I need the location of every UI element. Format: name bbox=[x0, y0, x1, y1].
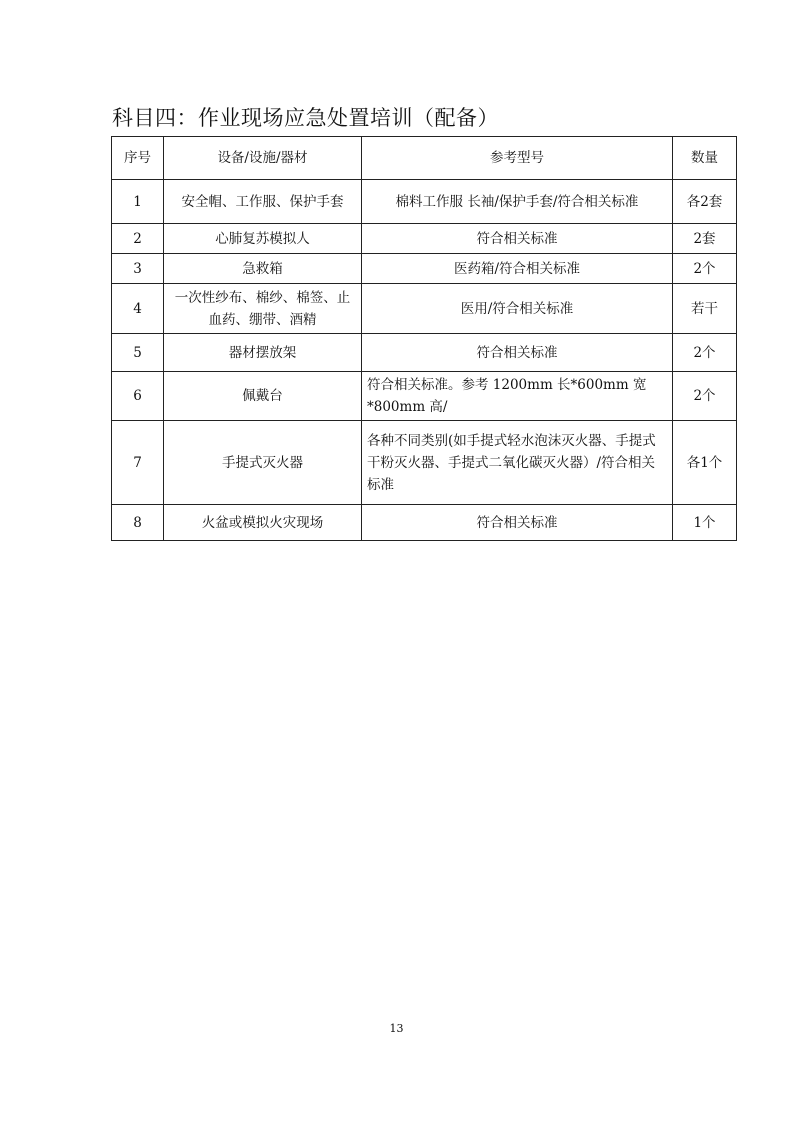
table-row bbox=[112, 421, 737, 505]
cell-equipment: 一次性纱布、棉纱、棉签、止血药、绷带、酒精 bbox=[164, 284, 362, 334]
table-row bbox=[112, 372, 737, 421]
cell-reference: 棉料工作服 长袖/保护手套/符合相关标准 bbox=[362, 180, 673, 224]
cell-reference: 符合相关标准 bbox=[362, 334, 673, 372]
cell-quantity: 1个 bbox=[673, 505, 737, 541]
cell-quantity: 2个 bbox=[673, 372, 737, 421]
cell-equipment: 器材摆放架 bbox=[164, 334, 362, 372]
column-header-quantity: 数量 bbox=[673, 137, 737, 180]
table-row bbox=[112, 284, 737, 334]
cell-quantity: 各1个 bbox=[673, 421, 737, 505]
cell-reference: 符合相关标准。参考 1200mm 长*600mm 宽*800mm 高/ bbox=[362, 372, 673, 421]
section-heading: 科目四：作业现场应急处置培训（配备） bbox=[112, 106, 499, 130]
cell-index: 7 bbox=[112, 421, 164, 505]
column-header-index: 序号 bbox=[112, 137, 164, 180]
equipment-table bbox=[111, 136, 737, 541]
cell-equipment: 安全帽、工作服、保护手套 bbox=[164, 180, 362, 224]
cell-equipment: 心肺复苏模拟人 bbox=[164, 224, 362, 254]
table-row bbox=[112, 224, 737, 254]
table-row bbox=[112, 254, 737, 284]
cell-equipment: 火盆或模拟火灾现场 bbox=[164, 505, 362, 541]
cell-reference: 医用/符合相关标准 bbox=[362, 284, 673, 334]
cell-quantity: 若干 bbox=[673, 284, 737, 334]
page-number: 13 bbox=[389, 1022, 404, 1035]
cell-index: 3 bbox=[112, 254, 164, 284]
cell-reference: 符合相关标准 bbox=[362, 505, 673, 541]
cell-index: 4 bbox=[112, 284, 164, 334]
cell-quantity: 2个 bbox=[673, 254, 737, 284]
cell-index: 6 bbox=[112, 372, 164, 421]
cell-reference: 各种不同类别(如手提式轻水泡沫灭火器、手提式干粉灭火器、手提式二氧化碳灭火器）/符合相关标准 bbox=[362, 421, 673, 505]
cell-index: 2 bbox=[112, 224, 164, 254]
cell-index: 8 bbox=[112, 505, 164, 541]
table-row bbox=[112, 180, 737, 224]
cell-index: 1 bbox=[112, 180, 164, 224]
cell-reference: 医药箱/符合相关标准 bbox=[362, 254, 673, 284]
table-row bbox=[112, 334, 737, 372]
table-row bbox=[112, 505, 737, 541]
cell-quantity: 各2套 bbox=[673, 180, 737, 224]
cell-reference: 符合相关标准 bbox=[362, 224, 673, 254]
column-header-reference: 参考型号 bbox=[362, 137, 673, 180]
cell-equipment: 佩戴台 bbox=[164, 372, 362, 421]
column-header-equipment: 设备/设施/器材 bbox=[164, 137, 362, 180]
table-header-row bbox=[112, 137, 737, 180]
cell-index: 5 bbox=[112, 334, 164, 372]
cell-quantity: 2个 bbox=[673, 334, 737, 372]
cell-equipment: 急救箱 bbox=[164, 254, 362, 284]
cell-equipment: 手提式灭火器 bbox=[164, 421, 362, 505]
cell-quantity: 2套 bbox=[673, 224, 737, 254]
